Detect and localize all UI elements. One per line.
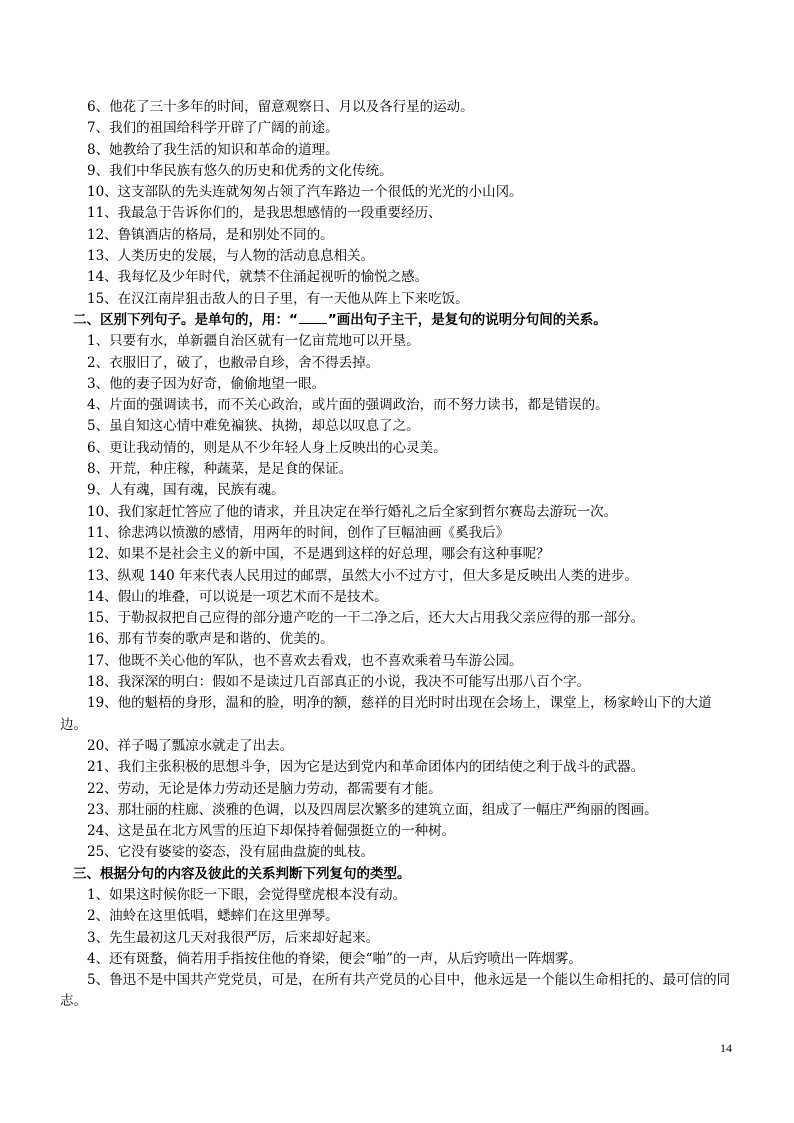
list-item: 22、劳动，无论是体力劳动还是脑力劳动，都需要有才能。	[87, 780, 442, 797]
list-item: 20、祥子喝了瓢凉水就走了出去。	[87, 737, 294, 754]
list-item: 5、鲁迅不是中国共产党党员，可是，在所有共产党员的心目中，他永远是一个能以生命相托的、最可信的同志。	[60, 972, 731, 1010]
underline-blank	[299, 311, 327, 324]
list-item: 8、她教给了我生活的知识和革命的道理。	[87, 141, 339, 158]
list-item: 5、虽自知这心情中难免褊狭、执拗，却总以叹息了之。	[87, 418, 420, 435]
page-number: 14	[720, 1041, 732, 1055]
list-item: 6、更让我动情的，则是从不少年轻人身上反映出的心灵美。	[87, 439, 447, 456]
list-item: 23、那壮丽的柱廊、淡雅的色调，以及四周层次繁多的建筑立面，组成了一幅庄严绚丽的图画。	[87, 801, 658, 818]
section-heading-3: 三、根据分句的内容及彼此的关系判断下列复句的类型。	[73, 865, 411, 882]
list-item: 1、只要有水，单新疆自治区就有一亿亩荒地可以开垦。	[87, 333, 420, 350]
list-item: 9、我们中华民族有悠久的历史和优秀的文化传统。	[87, 162, 393, 179]
list-item: 6、他花了三十多年的时间，留意观察日、月以及各行星的运动。	[87, 99, 474, 115]
list-item: 3、他的妻子因为好奇，偷偷地望一眼。	[87, 375, 326, 392]
list-item: 13、纵观 140 年来代表人民用过的邮票，虽然大小不过方寸，但大多是反映出人类的进步。	[87, 567, 639, 584]
list-item: 11、我最急于告诉你们的，是我思想感情的一段重要经历、	[87, 205, 442, 222]
list-item: 4、还有斑蝥，倘若用手指按住他的脊梁，便会“啪”的一声，从后窍喷出一阵烟雾。	[87, 950, 582, 967]
section-heading-2	[60, 310, 736, 331]
list-item: 1、如果这时候你眨一下眼，会觉得壁虎根本没有动。	[87, 886, 407, 903]
list-item: 7、我们的祖国给科学开辟了广阔的前途。	[87, 120, 339, 137]
list-item: 3、先生最初这几天对我很严厉，后来却好起来。	[87, 929, 380, 946]
list-item: 25、它没有婆娑的姿态，没有屈曲盘旋的虬枝。	[87, 844, 375, 861]
heading-text-before-blank: 二、区别下列句子。是单句的，用：“	[73, 311, 298, 328]
list-item: 24、这是虽在北方风雪的压迫下却保持着倔强挺立的一种树。	[87, 823, 456, 840]
list-item: 13、人类历史的发展，与人物的活动息息相关。	[87, 248, 375, 265]
list-item: 12、如果不是社会主义的新中国，不是遇到这样的好总理，哪会有这种事呢？	[87, 546, 550, 563]
list-item: 12、鲁镇酒店的格局，是和别处不同的。	[87, 226, 334, 243]
list-item: 11、徐悲鸿以愤激的感情，用两年的时间，创作了巨幅油画《奚我后》	[87, 524, 510, 541]
list-item: 8、开荒，种庄稼，种蔬菜，是足食的保证。	[87, 461, 353, 478]
list-item: 19、他的魁梧的身形，温和的脸，明净的额，慈祥的目光时时出现在会场上，课堂上，杨家岭山下的大道边。	[60, 695, 712, 733]
list-item: 4、片面的强调读书，而不关心政治，或片面的强调政治，而不努力读书，都是错误的。	[87, 397, 609, 414]
list-item: 18、我深深的明白：假如不是读过几百部真正的小说，我决不可能写出那八百个字。	[87, 674, 591, 691]
list-item: 2、油蛉在这里低唱，蟋蟀们在这里弹琴。	[87, 908, 339, 925]
list-item: 10、这支部队的先头连就匆匆占领了汽车路边一个很低的光光的小山冈。	[87, 184, 523, 201]
list-item: 2、衣服旧了，破了，也敝帚自珍，舍不得丢掉。	[87, 354, 380, 371]
list-item: 9、人有魂，国有魂，民族有魂。	[87, 482, 285, 499]
list-item: 16、那有节奏的歌声是和谐的、优美的。	[87, 631, 334, 648]
list-item: 17、他既不关心他的军队，也不喜欢去看戏，也不喜欢乘着马车游公园。	[87, 652, 523, 669]
list-item: 14、我每忆及少年时代，就禁不住涌起视听的愉悦之感。	[87, 269, 429, 286]
list-item: 15、在汉江南岸狙击敌人的日子里，有一天他从阵上下来吃饭。	[87, 290, 469, 307]
list-item: 14、假山的堆叠，可以说是一项艺术而不是技术。	[87, 588, 388, 605]
list-item: 10、我们家赶忙答应了他的请求，并且决定在举行婚礼之后全家到哲尔赛岛去游玩一次。	[87, 503, 618, 520]
list-item: 15、于勒叔叔把自己应得的部分遗产吃的一干二净之后，还大大占用我父亲应得的那一部分。	[87, 610, 645, 627]
document-body	[60, 97, 736, 1013]
list-item: 21、我们主张积极的思想斗争，因为它是达到党内和革命团体内的团结使之利于战斗的武器。	[87, 759, 645, 776]
heading-text-after-blank: ”画出句子主干，是复句的说明分句间的关系。	[327, 311, 607, 328]
